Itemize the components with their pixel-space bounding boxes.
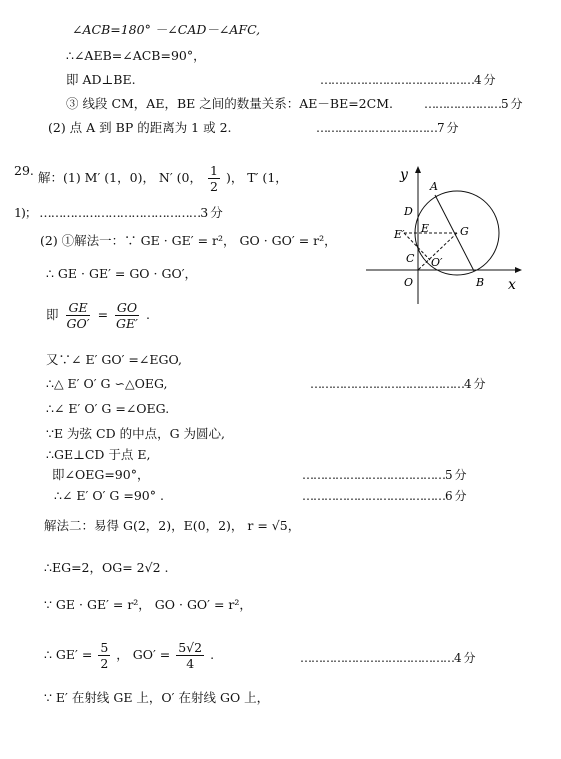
- method1-conclusion: ∴∠ E′ O′ G =90° .: [54, 488, 164, 503]
- ratio-2-numerator: GO: [116, 300, 138, 315]
- ray-statement: ∵ E′ 在射线 GE 上，O′ 在射线 GO 上，: [44, 690, 270, 705]
- perpendicular-line: 即 AD⊥BE.: [66, 72, 136, 87]
- angle-aeb-line: ∴∠AEB=∠ACB=90°，: [66, 48, 206, 63]
- ratio-1-numerator: GE: [68, 300, 88, 315]
- q29-continuation: 1)； ……………………………………3 分: [14, 205, 222, 220]
- midpoint-line: ∵E 为弦 CD 的中点，G 为圆心,: [46, 426, 226, 441]
- y-axis-arrow: [415, 166, 421, 173]
- score-5-first: …………………5 分: [424, 97, 522, 111]
- item-3-relation: ③ 线段 CM，AE，BE 之间的数量关系：AE－BE=2CM.: [66, 96, 393, 111]
- ji-label: 即: [46, 307, 59, 322]
- result-1-denominator: 2: [100, 656, 109, 671]
- label-a: A: [430, 180, 438, 193]
- result-prefix: ∴ GE′ =: [44, 647, 93, 662]
- half-numerator: 1: [210, 163, 218, 178]
- method2-relation: ∵ GE · GE′ = r²， GO · GO′ = r²，: [44, 597, 252, 612]
- label-g: G: [460, 225, 469, 238]
- q29-t-prime: )， T′ (1，: [225, 170, 288, 185]
- result-2-numerator: 5√2: [178, 640, 203, 655]
- method1-ratio: [46, 300, 150, 331]
- method1-eq1: ∴ GE · GE′ = GO · GO′，: [46, 266, 198, 281]
- label-o: O: [404, 276, 414, 289]
- period: .: [145, 307, 150, 322]
- label-d: D: [404, 205, 413, 218]
- score-4-second: ……………………………………4 分: [310, 377, 485, 391]
- angle-equality-2: ∴∠ E′ O′ G =∠OEG.: [46, 401, 170, 416]
- label-e-prime: E′: [394, 228, 405, 241]
- result-1-numerator: 5: [100, 640, 109, 655]
- question-number: 29.: [14, 163, 34, 178]
- coordinate-diagram: [360, 162, 525, 307]
- result-fraction-2: [176, 640, 204, 671]
- angle-oeg: 即∠OEG=90°，: [52, 467, 150, 482]
- equals-sign: =: [97, 307, 109, 322]
- score-4-first: ……………………………………4 分: [320, 73, 495, 87]
- label-c: C: [406, 252, 415, 265]
- ratio-fraction-1: [65, 300, 92, 331]
- similar-triangles: ∴△ E′ O′ G ∽△OEG,: [46, 376, 168, 391]
- score-4-third: ……………………………………4 分: [300, 651, 475, 665]
- method2-result: [44, 640, 214, 671]
- label-y: y: [400, 167, 408, 183]
- perpendicular-ge: ∴GE⊥CD 于点 E,: [46, 447, 151, 462]
- x-axis-arrow: [515, 267, 522, 273]
- half-denominator: 2: [210, 179, 218, 194]
- score-5-second: …………………………………5 分: [302, 468, 466, 482]
- method2-lengths: ∴EG=2，OG= 2√2 .: [44, 560, 169, 575]
- half-fraction: [208, 163, 220, 194]
- label-o-prime: O′: [431, 256, 443, 269]
- result-fraction-1: [98, 640, 110, 671]
- ratio-2-denominator: GE′: [116, 316, 138, 331]
- ratio-1-denominator: GO′: [66, 316, 90, 331]
- label-e: E: [421, 222, 430, 235]
- q29-intro: 解：(1) M′ (1，0)， N′ (0，: [38, 170, 203, 185]
- method1-title: (2) ①解法一：∵ GE · GE′ = r²， GO · GO′ = r²，: [40, 233, 337, 248]
- label-b: B: [476, 276, 485, 289]
- result-2-denominator: 4: [186, 656, 195, 671]
- angle-acb-line: ∠ACB=180° －∠CAD－∠AFC,: [72, 22, 261, 37]
- score-7: ……………………………7 分: [316, 121, 458, 135]
- label-x: x: [508, 277, 516, 293]
- ratio-fraction-2: [114, 300, 140, 331]
- score-6: …………………………………6 分: [302, 489, 466, 503]
- part-2-distance: (2) 点 A 到 BP 的距离为 1 或 2.: [48, 120, 232, 135]
- method2-title: 解法二：易得 G(2，2)，E(0，2)， r = √5，: [44, 518, 301, 533]
- q29-part1-line: [38, 163, 288, 194]
- angle-equality: 又∵∠ E′ GO′ =∠EGO,: [46, 352, 182, 367]
- period-2: .: [210, 647, 215, 662]
- result-mid: ， GO′ =: [116, 647, 171, 662]
